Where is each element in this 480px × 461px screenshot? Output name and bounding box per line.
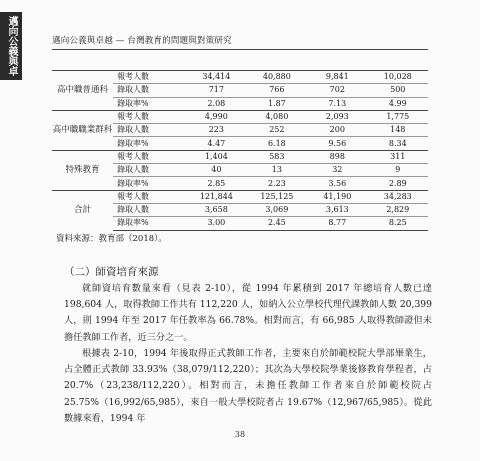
table-cell: 10,028 xyxy=(368,71,428,84)
section-title: （二）師資培育來源 xyxy=(64,266,159,278)
header-rule xyxy=(52,49,428,50)
table-cell: 8.25 xyxy=(368,217,428,230)
table-cell: 1,404 xyxy=(186,150,247,163)
row-label: 錄取人數 xyxy=(113,124,186,137)
table-cell: 4,990 xyxy=(186,110,247,123)
table-cell: 9,841 xyxy=(307,71,367,84)
row-label: 錄取率% xyxy=(113,97,186,110)
body-paragraph-2: 根據表 2-10，1994 年後取得正式教師工作者，主要來自於師範校院大學部畢業生，占全體正式教師 33.93%（38,079/112,220）；其次為大學校院學業後修教育學程者，占 20.7%（23,238/112,220）。相對而言，未擔任教師工作者來自於師範校院占 25.75%（16,992/65,985），來自一般大學校院者占 19.67%（12,967/65,985）。從此數據來看，1994 年 xyxy=(64,348,432,424)
table-row xyxy=(52,71,428,84)
table-cell: 898 xyxy=(307,150,367,163)
table-cell: 4.47 xyxy=(186,137,247,150)
table-cell: 2.23 xyxy=(247,177,308,190)
chapter-side-tab: 邁向公義與卓 xyxy=(0,12,22,80)
row-label: 錄取人數 xyxy=(113,164,186,177)
table-cell: 2,093 xyxy=(307,110,367,123)
table-cell: 2.89 xyxy=(368,177,428,190)
table-cell: 3,069 xyxy=(247,203,308,216)
table-cell: 583 xyxy=(247,150,308,163)
running-head: 邁向公義與卓越 — 台灣教育的問題與對策研究 xyxy=(52,36,232,46)
table-cell: 717 xyxy=(186,84,247,97)
table-cell: 2.45 xyxy=(247,217,308,230)
row-label: 錄取率% xyxy=(113,217,186,230)
row-label: 報考人數 xyxy=(113,190,186,203)
table-cell: 4,080 xyxy=(247,110,308,123)
table-cell: 2.08 xyxy=(186,97,247,110)
table-row xyxy=(52,190,428,203)
table-cell: 3,613 xyxy=(307,203,367,216)
row-label: 報考人數 xyxy=(113,110,186,123)
table-row xyxy=(52,110,428,123)
table-cell: 32 xyxy=(307,164,367,177)
table-cell: 4.99 xyxy=(368,97,428,110)
table-source-note: 資料來源：教育部（2018）。 xyxy=(56,234,167,244)
table-cell: 1.87 xyxy=(247,97,308,110)
table-cell: 125,125 xyxy=(247,190,308,203)
table-cell: 2,829 xyxy=(368,203,428,216)
table-cell: 500 xyxy=(368,84,428,97)
table-cell: 223 xyxy=(186,124,247,137)
row-label: 錄取人數 xyxy=(113,203,186,216)
statistics-table xyxy=(52,70,428,231)
table-cell: 8.77 xyxy=(307,217,367,230)
row-label: 報考人數 xyxy=(113,150,186,163)
page-number: 38 xyxy=(234,430,246,439)
table-cell: 766 xyxy=(247,84,308,97)
table-cell: 702 xyxy=(307,84,367,97)
table-cell: 34,414 xyxy=(186,71,247,84)
table-cell: 7.13 xyxy=(307,97,367,110)
table-cell: 3.56 xyxy=(307,177,367,190)
row-label: 錄取率% xyxy=(113,137,186,150)
group-category: 高中職普通科 xyxy=(52,71,113,111)
table-cell: 13 xyxy=(247,164,308,177)
table-cell: 121,844 xyxy=(186,190,247,203)
table-cell: 9.56 xyxy=(307,137,367,150)
table-cell: 9 xyxy=(368,164,428,177)
table-cell: 3.00 xyxy=(186,217,247,230)
group-category: 高中職職業群科 xyxy=(52,110,113,150)
table-cell: 148 xyxy=(368,124,428,137)
table-cell: 1,775 xyxy=(368,110,428,123)
table-cell: 8.34 xyxy=(368,137,428,150)
row-label: 錄取率% xyxy=(113,177,186,190)
table-cell: 40,880 xyxy=(247,71,308,84)
row-label: 報考人數 xyxy=(113,71,186,84)
table-cell: 3,658 xyxy=(186,203,247,216)
table-cell: 200 xyxy=(307,124,367,137)
table-cell: 311 xyxy=(368,150,428,163)
group-category: 合計 xyxy=(52,190,113,230)
table-cell: 41,190 xyxy=(307,190,367,203)
table-cell: 40 xyxy=(186,164,247,177)
table-cell: 2.85 xyxy=(186,177,247,190)
group-category: 特殊教育 xyxy=(52,150,113,190)
table-cell: 6.18 xyxy=(247,137,308,150)
row-label: 錄取人數 xyxy=(113,84,186,97)
table-row xyxy=(52,150,428,163)
body-paragraph-1: 就師資培育數量來看（見表 2-10），從 1994 年累積到 2017 年總培育人數已達 198,604 人，取得教師工作共有 112,220 人，如納入公立學校代理代課教師人數 20,399 人，則 1994 年至 2017 年任教率為 66.78%。相對而言，有 66,985 人取得教師證但未擔任教師工作者，近三分之一。 xyxy=(64,283,432,343)
table-cell: 252 xyxy=(247,124,308,137)
table-cell: 34,283 xyxy=(368,190,428,203)
